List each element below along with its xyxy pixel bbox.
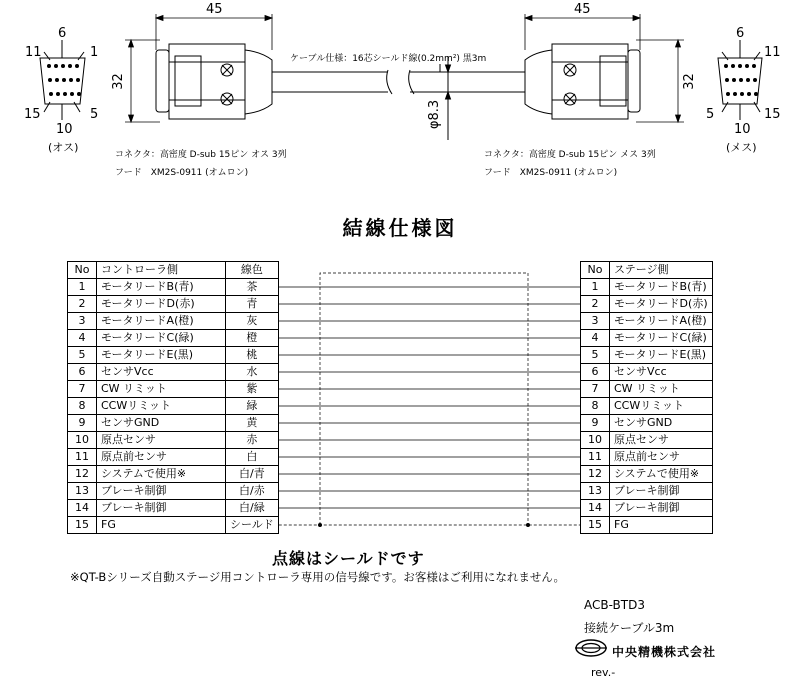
row-no: 6: [68, 364, 97, 381]
left-connector-spec: コネクタ：高密度 D-sub 15ピン オス 3列: [115, 150, 287, 160]
left-height-label: 32: [110, 73, 126, 90]
right-pin-6: 6: [736, 26, 745, 41]
right-pin-15: 15: [764, 107, 781, 122]
row-signal: モータリードA(橙): [97, 313, 226, 330]
row-wire-color: 黄: [226, 415, 279, 432]
row-no: 9: [581, 415, 610, 432]
row-signal: ブレーキ制御: [610, 500, 713, 517]
row-no: 2: [68, 296, 97, 313]
row-signal: CCWリミット: [610, 398, 713, 415]
row-no: 2: [581, 296, 610, 313]
row-signal: ブレーキ制御: [610, 483, 713, 500]
row-signal: CW リミット: [97, 381, 226, 398]
footnote: ※QT-Bシリーズ自動ステージ用コントローラ専用の信号線です。お客様はご利用になれません。: [70, 570, 566, 584]
row-wire-color: 茶: [226, 279, 279, 296]
row-wire-color: 橙: [226, 330, 279, 347]
row-no: 5: [581, 347, 610, 364]
row-no: 11: [581, 449, 610, 466]
header-no: No: [68, 262, 97, 279]
shield-note: 点線はシールドです: [272, 549, 425, 568]
row-no: 1: [581, 279, 610, 296]
row-no: 13: [68, 483, 97, 500]
right-connector-spec: コネクタ：高密度 D-sub 15ピン メス 3列: [484, 150, 656, 160]
row-no: 14: [68, 500, 97, 517]
row-signal: モータリードC(緑): [610, 330, 713, 347]
shield-junction-dot: [318, 523, 322, 527]
right-gender-label: (メス): [726, 141, 757, 154]
row-signal: モータリードE(黒): [97, 347, 226, 364]
header-no: No: [581, 262, 610, 279]
row-signal: システムで使用※: [97, 466, 226, 483]
cable-spec-label: ケーブル仕様：16芯シールド線(0.2mm²) 黒3m: [290, 54, 487, 64]
left-pin-15: 15: [24, 107, 41, 122]
row-signal: 原点前センサ: [610, 449, 713, 466]
left-gender-label: (オス): [48, 141, 79, 154]
right-width-label: 45: [574, 2, 591, 17]
row-no: 8: [581, 398, 610, 415]
header-stage-side: ステージ側: [610, 262, 713, 279]
row-no: 12: [581, 466, 610, 483]
company-logo: [574, 638, 608, 658]
row-signal: モータリードC(緑): [97, 330, 226, 347]
right-height-label: 32: [681, 73, 697, 90]
shield-junction-dot: [526, 523, 530, 527]
right-hood-spec: フード XM2S-0911 (オムロン): [484, 168, 618, 178]
page-title: 結線仕様図: [342, 216, 458, 240]
row-signal: センサGND: [610, 415, 713, 432]
row-signal: CW リミット: [610, 381, 713, 398]
row-signal: ブレーキ制御: [97, 500, 226, 517]
part-number: ACB-BTD3: [584, 598, 645, 612]
row-no: 13: [581, 483, 610, 500]
row-wire-color: 緑: [226, 398, 279, 415]
row-signal: センサGND: [97, 415, 226, 432]
left-pin-5: 5: [90, 107, 99, 122]
row-signal: 原点前センサ: [97, 449, 226, 466]
row-wire-color: 白: [226, 449, 279, 466]
row-no: 4: [581, 330, 610, 347]
row-signal: モータリードD(赤): [610, 296, 713, 313]
row-no: 7: [581, 381, 610, 398]
row-signal: モータリードE(黒): [610, 347, 713, 364]
row-wire-color: 青: [226, 296, 279, 313]
right-pin-10: 10: [734, 122, 751, 137]
right-pin-5: 5: [706, 107, 715, 122]
row-signal: 原点センサ: [610, 432, 713, 449]
row-signal: CCWリミット: [97, 398, 226, 415]
row-signal: FG: [97, 517, 226, 534]
row-no: 6: [581, 364, 610, 381]
row-no: 10: [68, 432, 97, 449]
row-signal: センサVcc: [97, 364, 226, 381]
row-signal: FG: [610, 517, 713, 534]
row-no: 11: [68, 449, 97, 466]
shield-outline: [320, 273, 528, 525]
row-signal: センサVcc: [610, 364, 713, 381]
left-pin-6: 6: [58, 26, 67, 41]
row-signal: ブレーキ制御: [97, 483, 226, 500]
row-no: 12: [68, 466, 97, 483]
row-wire-color: 白/赤: [226, 483, 279, 500]
left-width-label: 45: [206, 2, 223, 17]
row-no: 14: [581, 500, 610, 517]
left-pin-1: 1: [90, 45, 99, 60]
header-wire-color: 線色: [226, 262, 279, 279]
row-wire-color: 白/青: [226, 466, 279, 483]
row-no: 3: [581, 313, 610, 330]
left-pin-11: 11: [25, 45, 42, 60]
row-wire-color: 白/緑: [226, 500, 279, 517]
row-signal: モータリードB(青): [610, 279, 713, 296]
row-no: 1: [68, 279, 97, 296]
row-wire-color: 水: [226, 364, 279, 381]
row-no: 7: [68, 381, 97, 398]
row-signal: システムで使用※: [610, 466, 713, 483]
product-description: 接続ケーブル3m: [584, 621, 675, 635]
row-wire-color: 灰: [226, 313, 279, 330]
cable-diameter-label: φ8.3: [427, 99, 443, 130]
row-no: 9: [68, 415, 97, 432]
row-signal: モータリードB(青): [97, 279, 226, 296]
row-no: 3: [68, 313, 97, 330]
row-signal: モータリードA(橙): [610, 313, 713, 330]
row-wire-color: シールド: [226, 517, 279, 534]
row-wire-color: 赤: [226, 432, 279, 449]
row-no: 4: [68, 330, 97, 347]
company-name: 中央精機株式会社: [612, 645, 717, 659]
header-controller-side: コントローラ側: [97, 262, 226, 279]
row-wire-color: 桃: [226, 347, 279, 364]
row-no: 15: [581, 517, 610, 534]
row-no: 15: [68, 517, 97, 534]
right-pin-11: 11: [764, 45, 781, 60]
row-no: 5: [68, 347, 97, 364]
row-no: 8: [68, 398, 97, 415]
row-signal: モータリードD(赤): [97, 296, 226, 313]
row-signal: 原点センサ: [97, 432, 226, 449]
left-pin-10: 10: [56, 122, 73, 137]
row-no: 10: [581, 432, 610, 449]
revision: rev.-: [591, 666, 616, 679]
left-hood-spec: フード XM2S-0911 (オムロン): [115, 168, 249, 178]
row-wire-color: 紫: [226, 381, 279, 398]
